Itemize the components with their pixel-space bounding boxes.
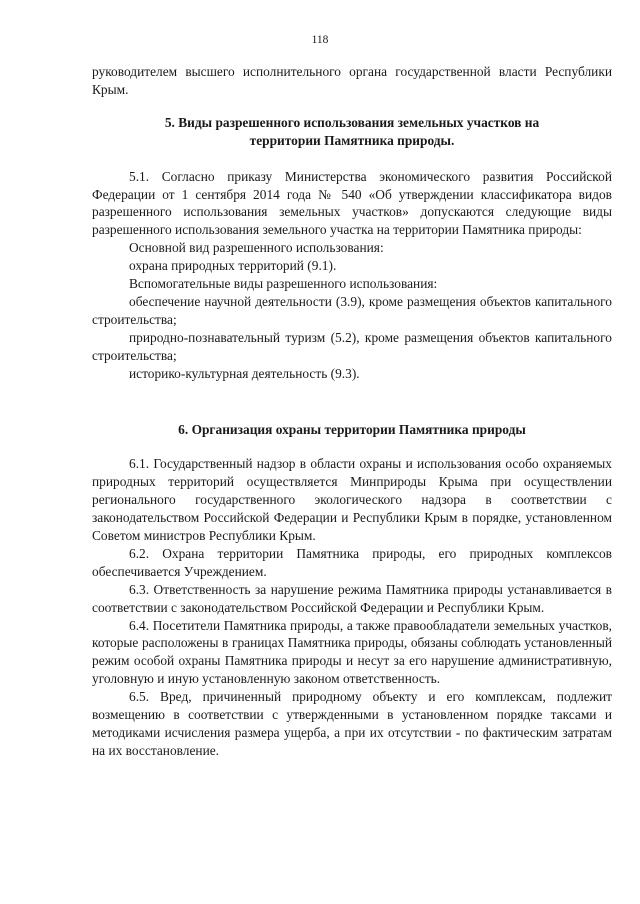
section6-paragraph-6-2: 6.2. Охрана территории Памятника природы, его природных комплексов обеспечивается Учреждением.	[92, 545, 612, 579]
aux-use-label: Вспомогательные виды разрешенного использования:	[129, 276, 438, 292]
page-number: 118	[311, 34, 329, 46]
section5-paragraph-5-1: 5.1. Согласно приказу Министерства экономического развития Российской Федерации от 1 сентября 2014 года № 540 «Об утверждении классификатора видов разрешенного использования земельных участков» допускаются следующие виды разрешенного использования земельного участка на территории Памятника природы:	[92, 168, 612, 238]
section6-paragraph-6-3: 6.3. Ответственность за нарушение режима Памятника природы устанавливается в соответствии с законодательством Российской Федерации и Республики Крым.	[92, 581, 612, 615]
section6-paragraph-6-4: 6.4. Посетители Памятника природы, а также правообладатели земельных участков, которые расположены в границах Памятника природы, обязаны соблюдать установленный режим особой охраны Памятника природы и несут за его нарушение административную, уголовную и иную установленную законом ответственность.	[92, 617, 612, 687]
aux-use-item-1: обеспечение научной деятельности (3.9), кроме размещения объектов капитального строительства;	[92, 293, 612, 327]
section5-heading-line2: территории Памятника природы.	[249, 132, 455, 148]
section5-heading	[92, 114, 612, 150]
section5-heading-line1: 5. Виды разрешенного использования земельных участков на	[164, 114, 540, 130]
aux-use-item-2: природно-познавательный туризм (5.2), кроме размещения объектов капитального строительства;	[92, 329, 612, 363]
intro-paragraph: руководителем высшего исполнительного органа государственной власти Республики Крым.	[92, 64, 612, 97]
document-body	[92, 63, 612, 760]
section6-heading-line: 6. Организация охраны территории Памятника природы	[178, 421, 526, 437]
aux-use-item-3: историко-культурная деятельность (9.3).	[129, 365, 360, 381]
main-use-item: охрана природных территорий (9.1).	[129, 258, 337, 274]
main-use-label: Основной вид разрешенного использования:	[129, 240, 384, 256]
section6-heading	[92, 421, 612, 439]
section6-paragraph-6-1: 6.1. Государственный надзор в области охраны и использования особо охраняемых природных территорий осуществляется Минприроды Крыма при осуществлении регионального государственного экологического надзора в соответствии с законодательством Российской Федерации и Республики Крым в порядке, установленном Советом министров Республики Крым.	[92, 456, 612, 544]
section6-paragraph-6-5: 6.5. Вред, причиненный природному объекту и его комплексам, подлежит возмещению в соответствии с утвержденными в установленном порядке таксами и методиками исчисления размера ущерба, а при их отсутствии - по фактическим затратам на их восстановление.	[92, 689, 612, 758]
